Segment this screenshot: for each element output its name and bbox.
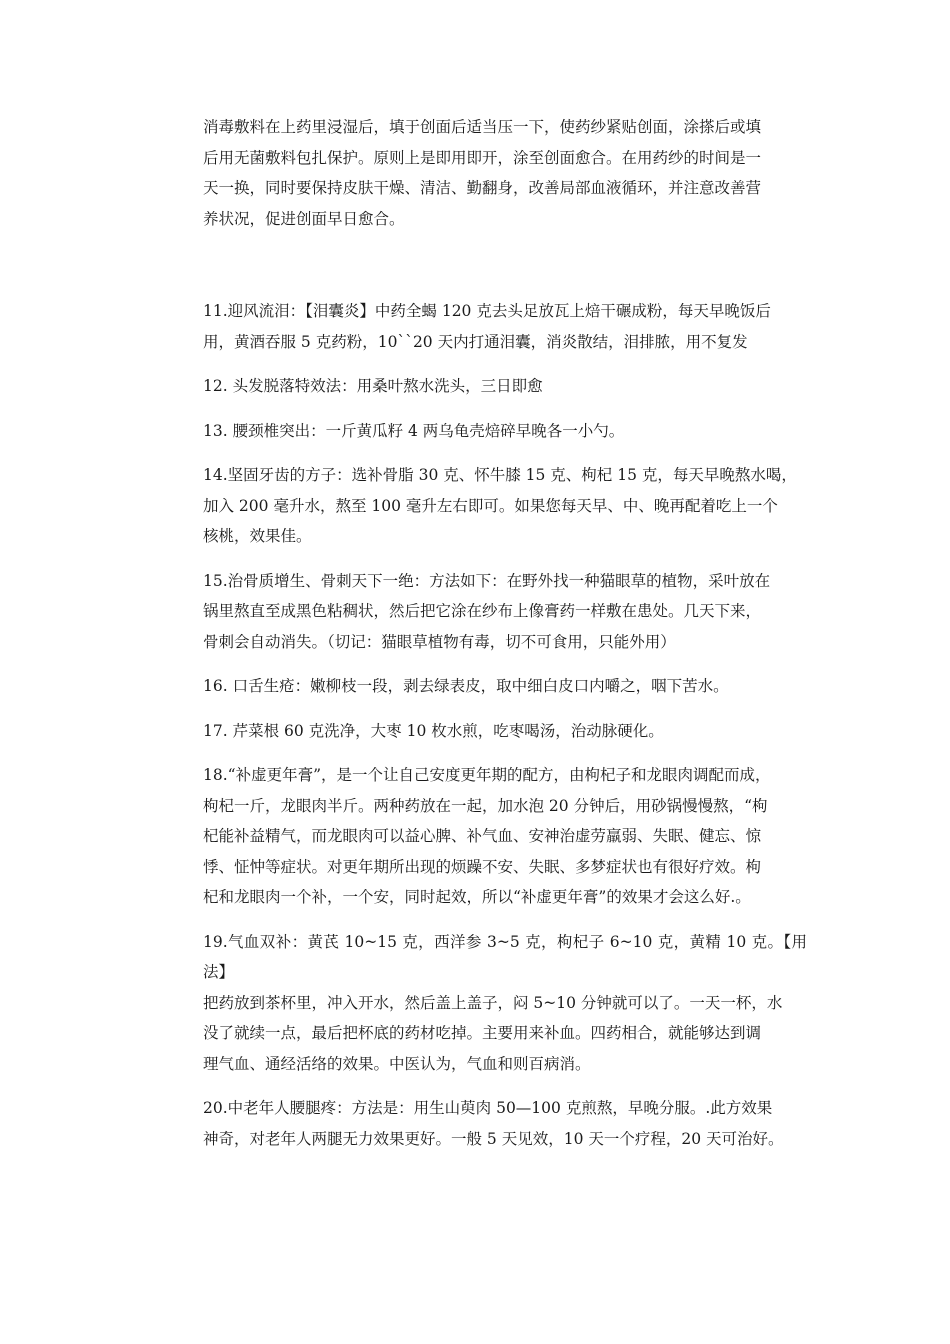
item-spacer (203, 913, 807, 927)
section-spacer (203, 234, 807, 296)
item-spacer (203, 357, 807, 371)
item-spacer (203, 1079, 807, 1093)
remedy-item-16: 16. 口舌生疮：嫩柳枝一段，剥去绿表皮，取中细白皮口内嚼之，咽下苦水。 (203, 677, 729, 695)
remedy-item-13: 13. 腰颈椎突出：一斤黄瓜籽 4 两乌龟壳焙碎早晚各一小勺。 (203, 421, 625, 440)
remedy-item-18: 18.“补虚更年膏”，是一个让自己安度更年期的配方，由枸杞子和龙眼肉调配而成， 枸杞一斤，龙眼肉半斤。两种药放在一起，加水泡 20 分钟后，用砂锅慢慢熬，“枸 杞能补益精气，而龙眼肉可以益心脾、补气血、安神治虚劳羸弱、失眠、健忘、惊 悸、怔忡等症状。对更年期所出现的烦躁不安、失眠、多梦症状也有很好疗效。枸 杞和龙眼肉一个补，一个安，同时起效，所以“补虚更年膏”的效果才会这么好.。 (203, 766, 771, 906)
remedy-item-20: 20.中老年人腰腿疼：方法是：用生山萸肉 50—100 克煎熬，早晚分服。.此方效果 神奇，对老年人两腿无力效果更好。一般 5 天见效，10 天一个疗程，20 天可治好。 (203, 1099, 784, 1148)
remedy-item-11: 11.迎风流泪：【泪囊炎】中药全蝎 120 克去头足放瓦上焙干碾成粉，每天早晚饭后 用，黄酒吞服 5 克药粉，10``20 天内打通泪囊，消炎散结，泪排脓，用不复发 (203, 302, 771, 351)
item-spacer (203, 552, 807, 566)
remedy-item-17: 17. 芹菜根 60 克洗净，大枣 10 枚水煎，吃枣喝汤，治动脉硬化。 (203, 721, 664, 740)
item-spacer (203, 657, 807, 671)
item-spacer (203, 402, 807, 416)
item-spacer (203, 446, 807, 460)
remedy-item-12: 12. 头发脱落特效法：用桑叶熬水洗头，三日即愈 (203, 377, 543, 395)
document-body (203, 112, 807, 1154)
item-spacer (203, 746, 807, 760)
item-spacer (203, 702, 807, 716)
remedy-item-19: 19.气血双补：黄芪 10~15 克，西洋参 3~5 克，枸杞子 6~10 克，黄精 10 克。【用法】 把药放到茶杯里，冲入开水，然后盖上盖子，闷 5~10 分钟就可以了。一天一杯，水 没了就续一点，最后把杯底的药材吃掉。主要用来补血。四药相合，就能够达到调 理气血、通经活络的效果。中医认为，气血和则百病消。 (203, 932, 807, 1073)
remedy-item-15: 15.治骨质增生、骨刺天下一绝：方法如下：在野外找一种猫眼草的植物，采叶放在 锅里熬直至成黑色粘稠状，然后把它涂在纱布上像膏药一样敷在患处。几天下来， 骨刺会自动消失。（切记：猫眼草植物有毒，切不可食用，只能外用） (203, 571, 771, 651)
remedy-item-14: 14.坚固牙齿的方子：选补骨脂 30 克、怀牛膝 15 克、枸杞 15 克，每天早晚熬水喝， 加入 200 毫升水，熬至 100 毫升左右即可。如果您每天早、中、晚再配着吃上一个 核桃，效果佳。 (203, 466, 797, 545)
intro-paragraph: 消毒敷料在上药里浸湿后，填于创面后适当压一下，使药纱紧贴创面，涂搽后或填 后用无菌敷料包扎保护。原则上是即用即开，涂至创面愈合。在用药纱的时间是一 天一换，同时要保持皮肤干燥、清洁、勤翻身，改善局部血液循环，并注意改善营 养状况，促进创面早日愈合。 (203, 118, 762, 228)
